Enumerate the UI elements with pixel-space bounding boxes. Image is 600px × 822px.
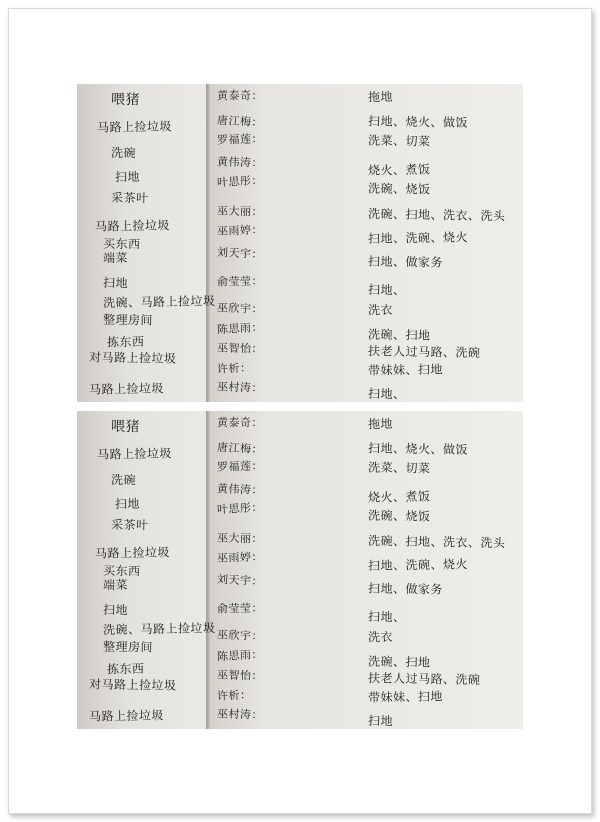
left-chore-text: 马路上捡垃圾 [88,708,165,724]
right-chore-text: 带妹妹、扫地 [367,362,444,378]
left-chore-text: 整理房间 [102,639,154,655]
right-chore-text: 拖地 [367,89,394,105]
left-chore-text: 洗碗、马路上捡垃圾 [102,621,216,637]
left-chore-text: 拣东西 [106,661,145,677]
student-name: 刘天宇： [216,245,264,262]
student-name: 黄伟涛： [216,482,264,497]
notebook-photo-bottom [77,411,523,729]
student-name: 唐江梅： [216,440,264,457]
student-name: 俞莹莹： [216,274,264,289]
right-chore-text: 洗碗、扫地 [367,327,431,343]
student-name: 黄泰奇： [217,89,263,102]
student-name: 刘天宇： [216,572,264,589]
student-name: 巫欣宇： [216,628,264,643]
right-chore-text: 洗衣 [367,302,394,318]
left-chore-text: 对马路上捡垃圾 [88,350,177,366]
student-name: 巫智怡： [216,668,264,683]
student-name: 巫雨婷： [216,223,264,238]
right-chore-text: 扫地 [367,713,394,729]
right-chore-text: 扫地、 [367,282,406,298]
right-chore-text: 扫地、做家务 [367,581,444,597]
left-chore-text: 马路上捡垃圾 [94,545,171,561]
student-name: 黄伟涛： [216,155,264,170]
right-chore-text: 扫地、 [367,386,406,402]
right-chore-text: 扶老人过马路、洗碗 [367,344,481,360]
right-chore-text: 洗菜、切菜 [367,460,431,476]
right-chore-text: 洗衣 [367,629,394,645]
right-chore-text: 洗菜、切菜 [367,133,431,149]
left-chore-text: 扫地 [114,496,141,512]
student-name: 巫欣宇： [216,301,264,316]
right-chore-text: 拖地 [367,416,394,432]
left-chore-text: 扫地 [114,169,141,185]
student-name: 许析： [216,361,252,376]
student-name: 陈思雨： [216,320,264,337]
student-name: 唐江梅： [216,113,264,130]
left-chore-text: 采茶叶 [110,517,149,533]
left-chore-text: 扫地 [102,602,129,618]
right-chore-text: 洗碗、扫地 [367,654,431,670]
left-chore-text: 买东西 [102,563,141,579]
left-chore-text: 洗碗 [110,472,137,488]
student-name: 许析： [216,688,252,703]
student-name: 巫村涛： [216,707,264,722]
left-chore-text: 买东西 [102,236,141,252]
student-name: 罗福莲： [216,132,264,147]
student-name: 巫村涛： [216,380,264,395]
left-chore-text: 马路上捡垃圾 [88,381,165,397]
right-chore-text: 带妹妹、扫地 [367,689,444,705]
right-chore-text: 烧火、煮饭 [367,489,431,505]
right-chore-text: 洗碗、烧饭 [367,181,431,197]
right-chore-text: 洗碗、扫地、洗衣、洗头 [367,206,506,224]
right-chore-text: 扫地、 [367,609,406,625]
left-chore-text: 马路上捡垃圾 [96,119,173,135]
left-chore-text: 马路上捡垃圾 [94,218,171,234]
left-chore-text: 洗碗、马路上捡垃圾 [102,294,216,310]
notebook-photo-top [77,84,523,402]
right-chore-text: 洗碗、烧饭 [367,508,431,524]
right-chore-text: 洗碗、扫地、洗衣、洗头 [367,533,506,551]
right-chore-text: 扫地、做家务 [367,254,444,270]
student-name: 俞莹莹： [216,601,264,616]
right-chore-text: 扫地、洗碗、烧火 [367,557,469,573]
student-name: 叶思彤： [216,173,264,190]
student-name: 巫雨婷： [216,550,264,565]
right-chore-text: 扫地、烧火、做饭 [367,114,469,130]
student-name: 陈思雨： [216,647,264,664]
left-chore-text: 喂猪 [110,91,141,109]
left-chore-text: 端菜 [102,250,129,266]
right-chore-text: 烧火、煮饭 [367,162,431,178]
left-chore-text: 拣东西 [106,334,145,350]
left-chore-text: 对马路上捡垃圾 [88,677,177,693]
right-chore-text: 扶老人过马路、洗碗 [367,671,481,687]
student-name: 黄泰奇： [217,416,263,429]
left-chore-text: 整理房间 [102,312,154,328]
student-name: 巫智怡： [216,341,264,356]
left-chore-text: 喂猪 [110,418,141,436]
right-chore-text: 扫地、烧火、做饭 [367,441,469,457]
left-chore-text: 洗碗 [110,145,137,161]
right-chore-text: 扫地、洗碗、烧火 [367,230,469,246]
left-chore-text: 扫地 [102,275,129,291]
left-chore-text: 端菜 [102,577,129,593]
left-chore-text: 马路上捡垃圾 [96,446,173,462]
student-name: 罗福莲： [216,459,264,474]
student-name: 巫大丽： [216,204,264,219]
left-chore-text: 采茶叶 [110,190,149,206]
student-name: 巫大丽： [216,531,264,546]
student-name: 叶思彤： [216,500,264,517]
